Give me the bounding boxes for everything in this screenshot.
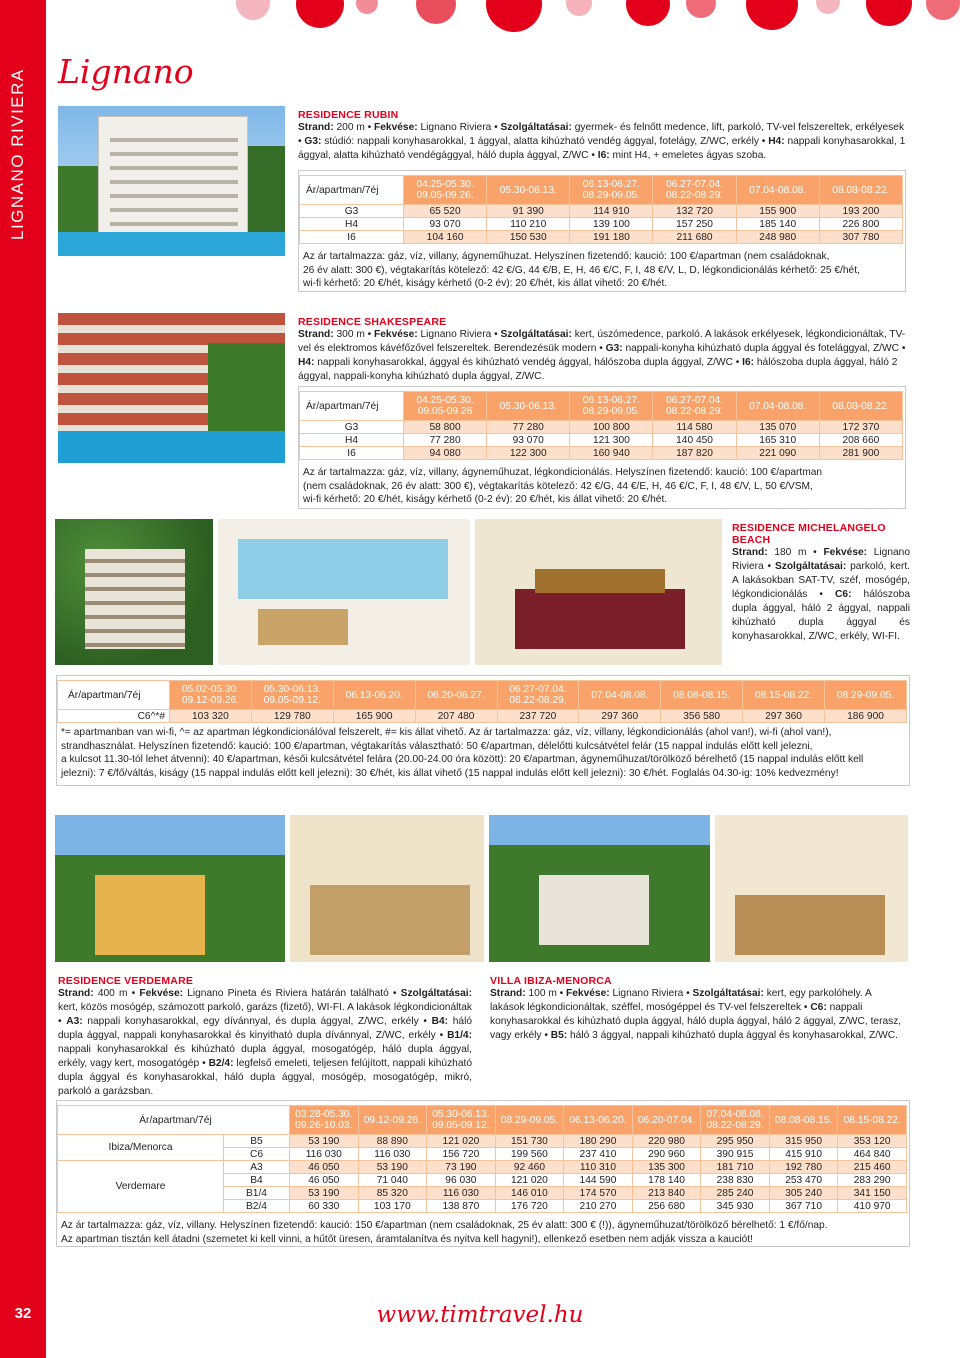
rubin-price-box [298,170,906,292]
decorative-dots [46,0,960,50]
shakespeare-price-box [298,386,906,509]
table-row: I6 94 080 122 300 160 940 187 820 221 090 281 900 [300,447,903,460]
verdemare-section [58,975,472,1099]
table-row: Ibiza/Menorca B5 53 190 88 890 121 020 151 730 180 290 220 980 295 950 315 950 353 120 [58,1135,907,1148]
combined-price-table: Ár/apartman/7éj 03.28-05.30. 09.26-10.03. 09.12-09.26. 05.30-06.13. 09.05-09.12. 08.29-09.05. 06.13-06.20. 06.20-07.04. 07.04-08.08. 08.22-08.29. 08.08-08.15. 08.15-08.22. Ibiza/Menorca B5 53 190 88 890 121 020 151 730 180 290 220 980 295 950 315 950 353 120 C6 116 030 116 030 156 720 199 560 237 410 290 960 390 915 415 910 464 840 Verdemare A3 46 050 53 190 73 190 92 460 110 310 135 300 181 710 192 780 215 460 B4 46 050 71 040 96 030 121 020 144 590 178 140 238 830 253 470 283 290 B1/4 53 190 85 320 116 030 146 010 174 570 213 840 285 240 305 240 341 150 B2/4 60 330 103 170 138 870 176 720 210 270 256 680 345 930 367 710 410 970 [57,1105,907,1213]
shakespeare-photo [58,313,285,463]
ibiza-photo-exterior [489,815,710,962]
michelangelo-photo-kitchen [218,519,470,665]
table-row: Verdemare A3 46 050 53 190 73 190 92 460 110 310 135 300 181 710 192 780 215 460 [58,1161,907,1174]
ibiza-photo-bedroom [715,815,908,962]
michelangelo-section [732,522,910,644]
shakespeare-section [298,316,908,384]
price-label: Ár/apartman/7éj [300,176,404,205]
table-row: G3 58 800 77 280 100 800 114 580 135 070 172 370 [300,421,903,434]
verdemare-title: RESIDENCE VERDEMARE [58,975,194,987]
michelangelo-photo-bedroom [475,519,722,665]
table-row: B1/4 53 190 85 320 116 030 146 010 174 570 213 840 285 240 305 240 341 150 [58,1187,907,1200]
rubin-photo [58,106,285,256]
verdemare-description: Strand: 400 m • Fekvése: Lignano Pineta és Riviera határán található • Szolgáltatásai: kert, közös mosógép, számozott parkoló, garázs (fizető), WI-FI. A lakások légkondicionáltak • A3: nappali konyhasarokkal, egy dívánnyal, és dupla ággyal, Z/WC, erkély • B4: háló dupla ággyal, nappali konyhasarokkal és kinyitható dupla dívánnyal, Z/WC, erkély • B1/4: nappali konyhasarokkal és kihúzható dupla ággyal, mosogatógép, háló dupla ággyal, erkély, vagy kert, mosogatógép • B2/4: legfelső emeleti, teljesen felújított, nappali kihúzható dupla ággyal és konyhasarokkal, háló dupla ággyal, mosógép, mosogatógép, mikró, parkoló a garázsban. [58,988,473,1097]
ibiza-title: VILLA IBIZA-MENORCA [490,975,612,987]
sidebar [0,0,46,1358]
rubin-description: Strand: 200 m • Fekvése: Lignano Riviera • Szolgáltatásai: gyermek- és felnőtt medence, lift, parkoló, TV-vel felszereltek, erkélyesek • G3: stúdió: nappali konyhasarokkal, 1 ággyal, alatta kihúzható vendég ággyal, fotelágy, Z/WC, erkély • H4: nappali konyhasarokkal, 1 ággyal, alatta kihúzható vendégággyal, háló dupla ággyal, Z/WC • I6: mint H4, + emeletes ágyas szoba. [298,122,906,161]
table-row: B2/4 60 330 103 170 138 870 176 720 210 270 256 680 345 930 367 710 410 970 [58,1200,907,1213]
table-row: H4 93 070 110 210 139 100 157 250 185 140 226 800 [300,218,903,231]
shakespeare-price-table: Ár/apartman/7éj 04.25-05.30. 09.05-09.26 05.30-06.13. 06.13-06.27. 08.29-09.05. 06.27-07.04. 08.22-08.29. 07.04-08.08. 08.08-08.22. G3 58 800 77 280 100 800 114 580 135 070 172 370 H4 77 280 93 070 121 300 140 450 165 310 208 660 I6 94 080 122 300 160 940 187 820 221 090 281 900 [299,391,903,460]
shakespeare-notes: Az ár tartalmazza: gáz, víz, villany, ágyneműhuzat, légkondicionálás. Helyszínen fizetendő: kaució: 100 €/apartman (nem családoknak, 26 év alatt: 300 €), végtakarítás kötelező: 42 €/G, 44 €/E, H, 46 €/C, F, I, 48 €/V, L, 50 €/VSM, wi-fi kérhető: 20 €/hét, kiságy kérhető (0-2 év): 20 €/hét, kis állat vihető: 20 €/hét. [303,467,823,505]
michelangelo-photo-exterior [55,519,213,665]
combined-notes: Az ár tartalmazza: gáz, víz, villany. Helyszínen fizetendő: kaució: 150 €/apartman (nem családoknak, 25 év alatt: 300 € (!)), ágyneműhuzat/törölköző bérelhető: 1 €/fő/nap. Az apartman tisztán kell átadni (szemetet ki kell vinni, a hűtőt üresen, áramtalanítva és nyitva kell hagyni!), ellenkező esetben nem adják vissza a kauciót! [61,1220,828,1245]
rubin-notes: Az ár tartalmazza: gáz, víz, villany, ágyneműhuzat. Helyszínen fizetendő: kaució: 100 €/apartman (nem családoknak, 26 év alatt: 300 €), végtakarítás kötelező: 42 €/G, 44 €/B, E, H, 46 €/C, F, I, 48 €/V, L, D, légkondicionálás kérhető: 25 €/hét, wi-fi kérhető: 20 €/hét, kiságy kérhető (0-2 év): 20 €/hét, kis állat vihető: 20 €/hét. [303,251,860,289]
verdemare-photo-bedroom [290,815,484,962]
michelangelo-price-box [56,675,910,786]
michelangelo-title: RESIDENCE MICHELANGELO BEACH [732,522,886,546]
table-row: C6 116 030 116 030 156 720 199 560 237 410 290 960 390 915 415 910 464 840 [58,1148,907,1161]
city-title: Lignano [58,52,194,91]
shakespeare-description: Strand: 300 m • Fekvése: Lignano Riviera • Szolgáltatásai: kert, úszómedence, parkoló. A lakások erkélyesek, légkondicionáltak, TV-vel és elektromos kávéfőzővel felszereltek. Berendezésük modern • G3: nappali-konyha kihúzható dupla ággyal és fotelággyal, Z/WC • H4: nappali konyhasarokkal, ággyal és kihúzható vendég ággyal, hálószoba dupla ággyal, Z/WC • I6: hálószoba dupla ággyal, háló 2 ággyal, nappali-konyha kihúzható dupla ággyal, Z/WC. [298,329,906,382]
table-row: I6 104 160 150 530 191 180 211 680 248 980 307 780 [300,231,903,244]
page-number: 32 [14,1305,32,1322]
combined-price-box [56,1100,910,1247]
table-row: G3 65 520 91 390 114 910 132 720 155 900 193 200 [300,205,903,218]
shakespeare-title: RESIDENCE SHAKESPEARE [298,316,447,328]
website-url: www.timtravel.hu [376,1302,584,1328]
rubin-price-table: Ár/apartman/7éj 04.25-05.30. 09.05-09.26. 05.30-06.13. 06.13-06.27. 08.29-09.05. 06.27-07.04. 08.22-08.29. 07.04-08.08. 08.08-08.22. G3 65 520 91 390 114 910 132 720 155 900 193 200 H4 93 070 110 210 139 100 157 250 185 140 226 800 I6 104 160 150 530 191 180 211 680 248 980 307 780 [299,175,903,244]
michelangelo-price-table: Ár/apartman/7éj 05.02-05.30. 09.12-09.26. 05.30-06.13. 09.05-09.12. 06.13-06.20. 06.20-06.27. 06.27-07.04. 08.22-08.29. 07.04-08.08. 08.08-08.15. 08.15-08.22. 08.29-09.05. C6^*# 103 320 129 780 165 900 207 480 237 720 297 360 356 580 297 360 186 900 [57,680,907,723]
table-row: C6^*# 103 320 129 780 165 900 207 480 237 720 297 360 356 580 297 360 186 900 [58,710,907,723]
rubin-title: RESIDENCE RUBIN [298,109,399,121]
rubin-section [298,109,908,163]
verdemare-photo-exterior [55,815,285,962]
michelangelo-description: Strand: 180 m • Fekvése: Lignano Riviera • Szolgáltatásai: parkoló, kert. A lakásokban SAT-TV, széf, mosógép, légkondicionálás • C6: hálószoba dupla ággyal, háló 2 ággyal, nappali kihúzható dupla ággyal és konyhasarokkal, Z/WC, erkély, WI-FI. [732,547,911,642]
table-row: B4 46 050 71 040 96 030 121 020 144 590 178 140 238 830 253 470 283 290 [58,1174,907,1187]
ibiza-section [490,975,908,1043]
sidebar-title: LIGNANO RIVIERA [8,68,27,240]
michelangelo-notes: *= apartmanban van wi-fi, ^= az apartman légkondicionálóval felszerelt, #= kis állat vihető. Az ár tartalmazza: gáz, víz, villany, légkondicionálás (ahol van!), wi-fi (ahol van!), strandhasználat. Helyszínen fizetendő: kaució: 100 €/apartman, végtakarítás választható: 50 €/apartman, délelőtti kulcsátvétel felár (15 nappal indulás előtt kell jelezni, a kulcsot 11.30-tól lehet átvenni): 40 €/apartman, késői kulcsátvétel felára (20.00-24.00 óra között): 20 €/apartman, ágyneműhuzat/törölköző bérelhető (15 nappal indulás előtt kell jelezni): 7 €/fő/váltás, kiságy (15 nappal indulás előtt kell jelezni): 30 €/hét, kis állat vihető (15 nappal indulás előtt kell jelezni): 30 €/hét. Foglalás 04.30-ig: 10% kedvezmény! [61,727,864,779]
table-row: H4 77 280 93 070 121 300 140 450 165 310 208 660 [300,434,903,447]
ibiza-description: Strand: 100 m • Fekvése: Lignano Riviera • Szolgáltatásai: kert, egy parkolóhely. A lakások légkondicionáltak, széffel, mosógéppel és TV-vel felszereltek • C6: nappali konyhasarokkal és kihúzható dupla ággyal, háló dupla ággyal, háló 2 ággyal, Z/WC, terasz, vagy erkély • B5: háló 3 ággyal, nappali kihúzható dupla ággyal és konyhasarokkal, Z/WC. [490,988,902,1041]
